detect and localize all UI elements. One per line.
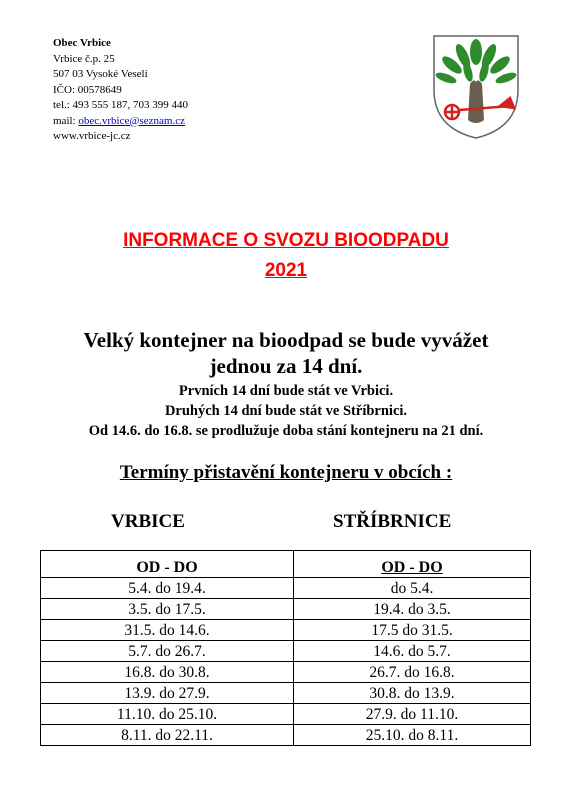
table-row (41, 683, 531, 704)
lead-line-1: Velký kontejner na bioodpad se bude vyvážet (83, 328, 489, 352)
vrbice-date-cell: 16.8. do 30.8. (41, 662, 294, 683)
table-header-row (41, 551, 531, 578)
schedule-table (40, 550, 531, 746)
municipality-name: Obec Vrbice (53, 37, 111, 49)
header-cell: OD - DO (294, 551, 531, 578)
mail-label: mail: (53, 114, 79, 127)
mail-line (53, 114, 188, 130)
vrbice-date-cell: 3.5. do 17.5. (41, 599, 294, 620)
schedule-heading: Termíny přistavění kontejneru v obcích : (119, 462, 453, 483)
table-row (41, 725, 531, 746)
stribrnice-date-cell: 30.8. do 13.9. (294, 683, 531, 704)
vrbice-date-cell: 31.5. do 14.6. (41, 620, 294, 641)
detail-line: Prvních 14 dní bude stát ve Vrbici. (178, 383, 394, 399)
web-address: www.vrbice-jc.cz (53, 130, 131, 142)
mail-link[interactable]: obec.vrbice@seznam.cz (78, 114, 185, 127)
stribrnice-date-cell: 25.10. do 8.11. (294, 725, 531, 746)
vrbice-date-cell: 11.10. do 25.10. (41, 704, 294, 725)
stribrnice-date-cell: 17.5 do 31.5. (294, 620, 531, 641)
stribrnice-date-cell: 19.4. do 3.5. (294, 599, 531, 620)
detail-line: Od 14.6. do 16.8. se prodlužuje doba stání kontejneru na 21 dní. (88, 423, 484, 439)
document-title (0, 226, 572, 286)
stribrnice-date-cell: 14.6. do 5.7. (294, 641, 531, 662)
vrbice-date-cell: 5.4. do 19.4. (41, 578, 294, 599)
table-row (41, 662, 531, 683)
coat-of-arms-icon (430, 32, 522, 142)
stribrnice-date-cell: 27.9. do 11.10. (294, 704, 531, 725)
lead-line-2: jednou za 14 dní. (209, 354, 363, 378)
address-line-2: 507 03 Vysoké Veselí (53, 68, 148, 80)
table-row (41, 578, 531, 599)
village-vrbice-label: VRBICE (111, 511, 185, 532)
title-year: 2021 (264, 260, 308, 281)
detail-line: Druhých 14 dní bude stát ve Stříbrnici. (164, 403, 408, 419)
table-row (41, 641, 531, 662)
lead-paragraph (0, 327, 572, 379)
table-row (41, 599, 531, 620)
address-line-1: Vrbice č.p. 25 (53, 52, 115, 65)
vrbice-date-cell: 13.9. do 27.9. (41, 683, 294, 704)
vrbice-date-cell: 5.7. do 26.7. (41, 641, 294, 662)
ico: IČO: 00578649 (53, 83, 122, 96)
table-row (41, 704, 531, 725)
table-row (41, 620, 531, 641)
header-cell: OD - DO (41, 551, 294, 578)
contact-block (53, 36, 188, 145)
stribrnice-date-cell: 26.7. do 16.8. (294, 662, 531, 683)
vrbice-date-cell: 8.11. do 22.11. (41, 725, 294, 746)
phone: tel.: 493 555 187, 703 399 440 (53, 99, 189, 111)
village-stribrnice-label: STŘÍBRNICE (333, 511, 452, 532)
stribrnice-date-cell: do 5.4. (294, 578, 531, 599)
title-line-1: INFORMACE O SVOZU BIOODPADU (123, 230, 449, 251)
details-block (0, 381, 572, 441)
